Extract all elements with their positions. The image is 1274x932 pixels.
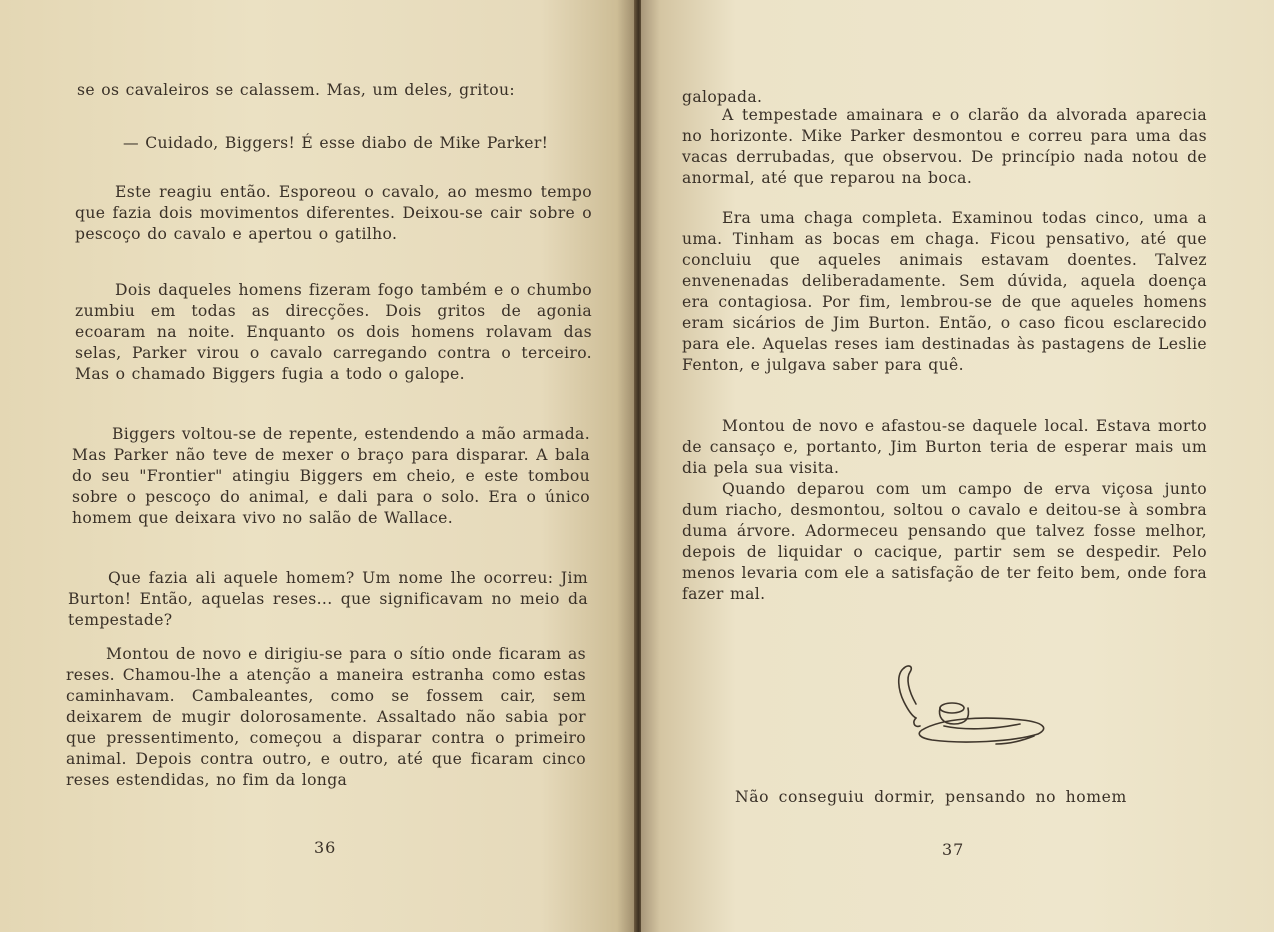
right-page: [641, 0, 1274, 932]
paragraph: — Cuidado, Biggers! É esse diabo de Mike Parker!: [123, 134, 549, 152]
paragraph: se os cavaleiros se calassem. Mas, um deles, gritou:: [77, 81, 515, 99]
left-page: [0, 0, 636, 932]
paragraph: A tempestade amainara e o clarão da alvorada aparecia no horizonte. Mike Parker desmontou e correu para uma das vacas derrubadas, que observou. De princípio nada notou de anormal, até que reparou na boca.: [682, 106, 1207, 187]
paragraph: galopada.: [682, 88, 763, 106]
page-number: 36: [314, 838, 337, 857]
paragraph: Dois daqueles homens fizeram fogo também e o chumbo zumbiu em todas as direcções. Dois gritos de agonia ecoaram na noite. Enquanto os dois homens rolavam das selas, Parker virou o cavalo carregando contra o terceiro. Mas o chamado Biggers fugia a todo o galope.: [75, 281, 592, 383]
hat-and-pipe-icon: [892, 660, 1052, 752]
paragraph: Que fazia ali aquele homem? Um nome lhe ocorreu: Jim Burton! Então, aquelas reses... que significavam no meio da tempestade?: [68, 569, 588, 629]
paragraph: Montou de novo e afastou-se daquele local. Estava morto de cansaço e, portanto, Jim Burton teria de esperar mais um dia pela sua visita.: [682, 417, 1207, 477]
final-line: Não conseguiu dormir, pensando no homem: [735, 788, 1127, 806]
paragraph: Era uma chaga completa. Examinou todas cinco, uma a uma. Tinham as bocas em chaga. Ficou pensativo, até que concluiu que aqueles animais estavam doentes. Talvez envenenadas deliberadamente. Sem dúvida, aquela doença era contagiosa. Por fim, lembrou-se de que aqueles homens eram sicários de Jim Burton. Então, o caso ficou esclarecido para ele. Aquelas reses iam destinadas às pastagens de Leslie Fenton, e julgava saber para quê.: [682, 209, 1207, 374]
paragraph: Este reagiu então. Esporeou o cavalo, ao mesmo tempo que fazia dois movimentos diferentes. Deixou-se cair sobre o pescoço do cavalo e apertou o gatilho.: [75, 183, 592, 243]
paragraph: Montou de novo e dirigiu-se para o sítio onde ficaram as reses. Chamou-lhe a atenção a maneira estranha como estas caminhavam. Cambaleantes, como se fossem cair, sem deixarem de mugir dolorosamente. Assaltado não sabia por que pressentimento, começou a disparar contra o primeiro animal. Depois contra outro, e outro, até que ficaram cinco reses estendidas, no fim da longa: [66, 645, 586, 789]
paragraph: Quando deparou com um campo de erva viçosa junto dum riacho, desmontou, soltou o cavalo e deitou-se à sombra duma árvore. Adormeceu pensando que talvez fosse melhor, depois de liquidar o cacique, partir sem se despedir. Pelo menos levaria com ele a satisfação de ter feito bem, onde fora fazer mal.: [682, 480, 1207, 603]
paragraph: Biggers voltou-se de repente, estendendo a mão armada. Mas Parker não teve de mexer o braço para disparar. A bala do seu "Frontier" atingiu Biggers em cheio, e este tombou sobre o pescoço do animal, e dali para o solo. Era o único homem que deixara vivo no salão de Wallace.: [72, 425, 590, 527]
page-number: 37: [942, 840, 965, 859]
